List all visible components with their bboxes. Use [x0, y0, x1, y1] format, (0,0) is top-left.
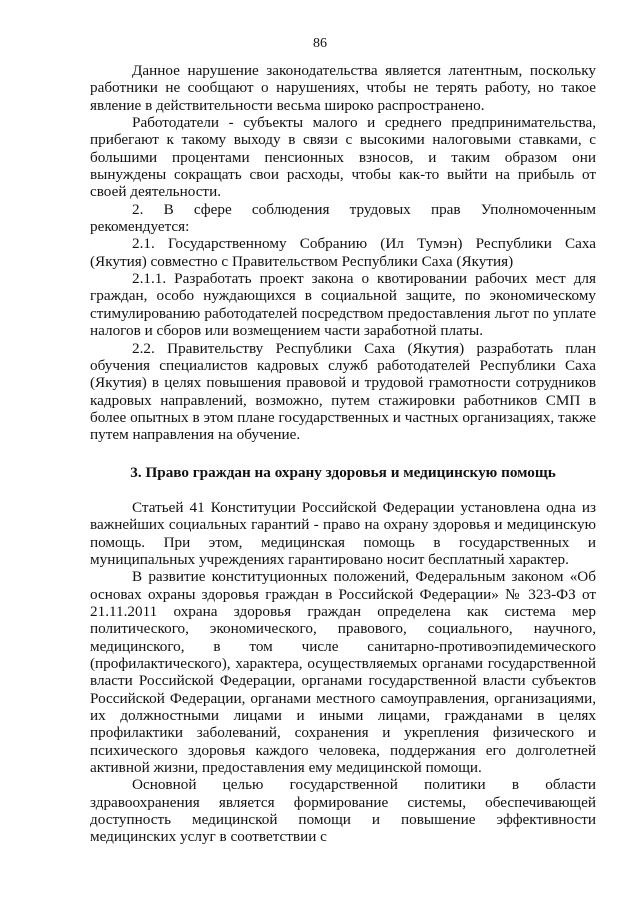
paragraph-constitution-article-41: Статьей 41 Конституции Российской Федерации установлена одна из важнейших социальных гарантий - право на охрану здоровья и медицинскую помощь. При этом, медицинская помощь в государственных и муниципальных учреждениях гарантировано носит бесплатный характер. — [90, 498, 596, 568]
paragraph-recommendation-2-1-1: 2.1.1. Разработать проект закона о квотировании рабочих мест для граждан, особо нуждающихся в социальной защите, по экономическому стимулированию работодателей посредством предоставления льгот по уплате налогов и сборов или возмещением части заработной платы. — [90, 270, 596, 340]
paragraph-federal-law-323: В развитие конституционных положений, Федеральным законом «Об основах охраны здоровья граждан в Российской Федерации» № 323-ФЗ от 21.11.2011 охрана здоровья граждан определена как система мер политического, экономического, правового, социального, научного, медицинского, в том числе санитарно-противоэпидемического (профилактического), характера, осуществляемых органами государственной власти Российской Федерации, органами государственной власти субъектов Российской Федерации, органами местного самоуправления, организациями, их должностными лицами и иными лицами, гражданами в целях профилактики заболеваний, сохранения и укрепления физического и психического здоровья каждого человека, поддержания его долголетней активной жизни, предоставления ему медицинской помощи. — [90, 568, 596, 777]
page-number: 86 — [313, 36, 327, 51]
section-heading: 3. Право граждан на охрану здоровья и медицинскую помощь — [130, 463, 556, 481]
document-body — [90, 62, 596, 846]
paragraph-recommendation-2-1: 2.1. Государственному Собранию (Ил Тумэн) Республики Саха (Якутия) совместно с Правительством Республики Саха (Якутия) — [90, 235, 596, 270]
paragraph-state-policy-goal: Основной целью государственной политики в области здравоохранения является формирование системы, обеспечивающей доступность медицинской помощи и повышение эффективности медицинских услуг в соответствии с — [90, 776, 596, 846]
paragraph-latent-violation: Данное нарушение законодательства является латентным, поскольку работники не сообщают о нарушениях, чтобы не терять работу, но такое явление в действительности весьма широко распространено. — [90, 62, 596, 114]
paragraph-recommendation-2-2: 2.2. Правительству Республики Саха (Якутия) разработать план обучения специалистов кадровых служб работодателей Республики Саха (Якутия) в целях повышения правовой и трудовой грамотности сотрудников кадровых направлений, возможно, путем стажировки работников СМП в более опытных в этом плане государственных и частных организациях, также путем направления на обучение. — [90, 339, 596, 444]
paragraph-recommendation-2: 2. В сфере соблюдения трудовых прав Уполномоченным рекомендуется: — [90, 200, 596, 236]
paragraph-employers-small-business: Работодатели - субъекты малого и среднего предпринимательства, прибегают к такому выходу в связи с высокими налоговыми ставками, с большими процентами пенсионных взносов, и таким образом они вынуждены сокращать свои расходы, чтобы как-то выйти на прибыль от своей деятельности. — [90, 114, 596, 201]
